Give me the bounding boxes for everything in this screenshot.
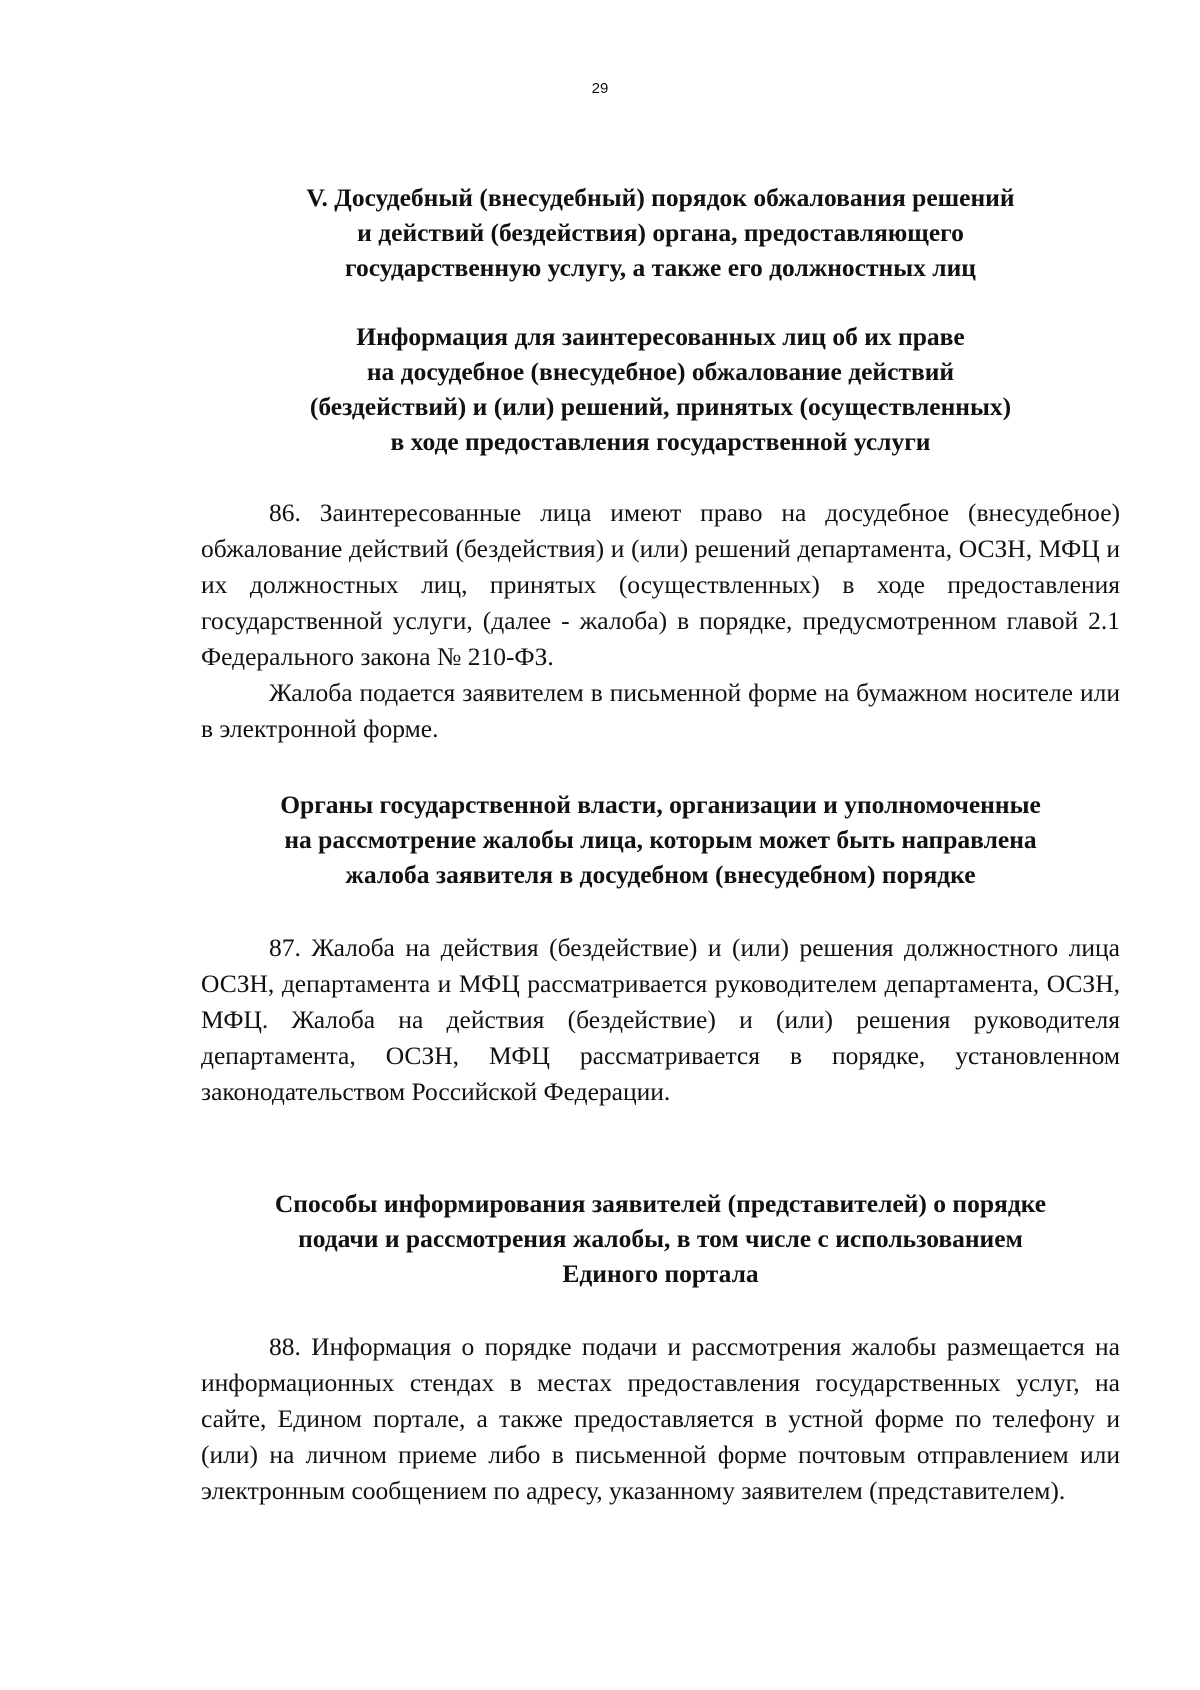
organs-heading: [201, 787, 1120, 892]
heading-line: Единого портала: [562, 1259, 759, 1288]
heading-line: подачи и рассмотрения жалобы, в том числе с использованием: [298, 1224, 1023, 1253]
heading-line: на досудебное (внесудебное) обжалование действий: [366, 357, 955, 386]
paragraph-87: 87. Жалоба на действия (бездействие) и (или) решения должностного лица ОСЗН, департамента и МФЦ рассматривается руководителем департамента, ОСЗН, МФЦ. Жалоба на действия (бездействие) и (или) решения руководителя департамента, ОСЗН, МФЦ рассматривается в порядке, установленном законодательством Российской Федерации.: [201, 933, 1120, 1106]
heading-line: Информация для заинтересованных лиц об их праве: [356, 322, 965, 351]
document-body: [201, 180, 1120, 1509]
page-number: 29: [591, 80, 609, 97]
heading-line: и действий (бездействия) органа, предоставляющего: [357, 218, 964, 247]
heading-line: Органы государственной власти, организации и уполномоченные: [280, 790, 1041, 819]
heading-line: V. Досудебный (внесудебный) порядок обжалования решений: [306, 183, 1015, 212]
paragraph-86: 86. Заинтересованные лица имеют право на досудебное (внесудебное) обжалование действий (бездействия) и (или) решений департамента, ОСЗН, МФЦ и их должностных лиц, принятых (осуществленных) в ходе предоставления государственной услуги, (далее - жалоба) в порядке, предусмотренном главой 2.1 Федерального закона № 210-ФЗ.: [201, 498, 1120, 671]
methods-heading: [201, 1186, 1120, 1291]
heading-line: жалоба заявителя в досудебном (внесудебном) порядке: [345, 860, 976, 889]
heading-line: в ходе предоставления государственной услуги: [390, 427, 931, 456]
heading-line: на рассмотрение жалобы лица, которым может быть направлена: [284, 825, 1037, 854]
paragraph-88: 88. Информация о порядке подачи и рассмотрения жалобы размещается на информационных стендах в местах предоставления государственных услуг, на сайте, Едином портале, а также предоставляется в устной форме по телефону и (или) на личном приеме либо в письменной форме почтовым отправлением или электронным сообщением по адресу, указанному заявителем (представителем).: [201, 1332, 1120, 1505]
section-v-heading: [201, 180, 1120, 285]
heading-line: (бездействий) и (или) решений, принятых (осуществленных): [309, 392, 1012, 421]
heading-line: Способы информирования заявителей (представителей) о порядке: [274, 1189, 1047, 1218]
heading-line: государственную услугу, а также его должностных лиц: [345, 253, 976, 282]
paragraph-complaint-form: Жалоба подается заявителем в письменной форме на бумажном носителе или в электронной форме.: [201, 678, 1120, 743]
info-heading: [201, 319, 1120, 459]
